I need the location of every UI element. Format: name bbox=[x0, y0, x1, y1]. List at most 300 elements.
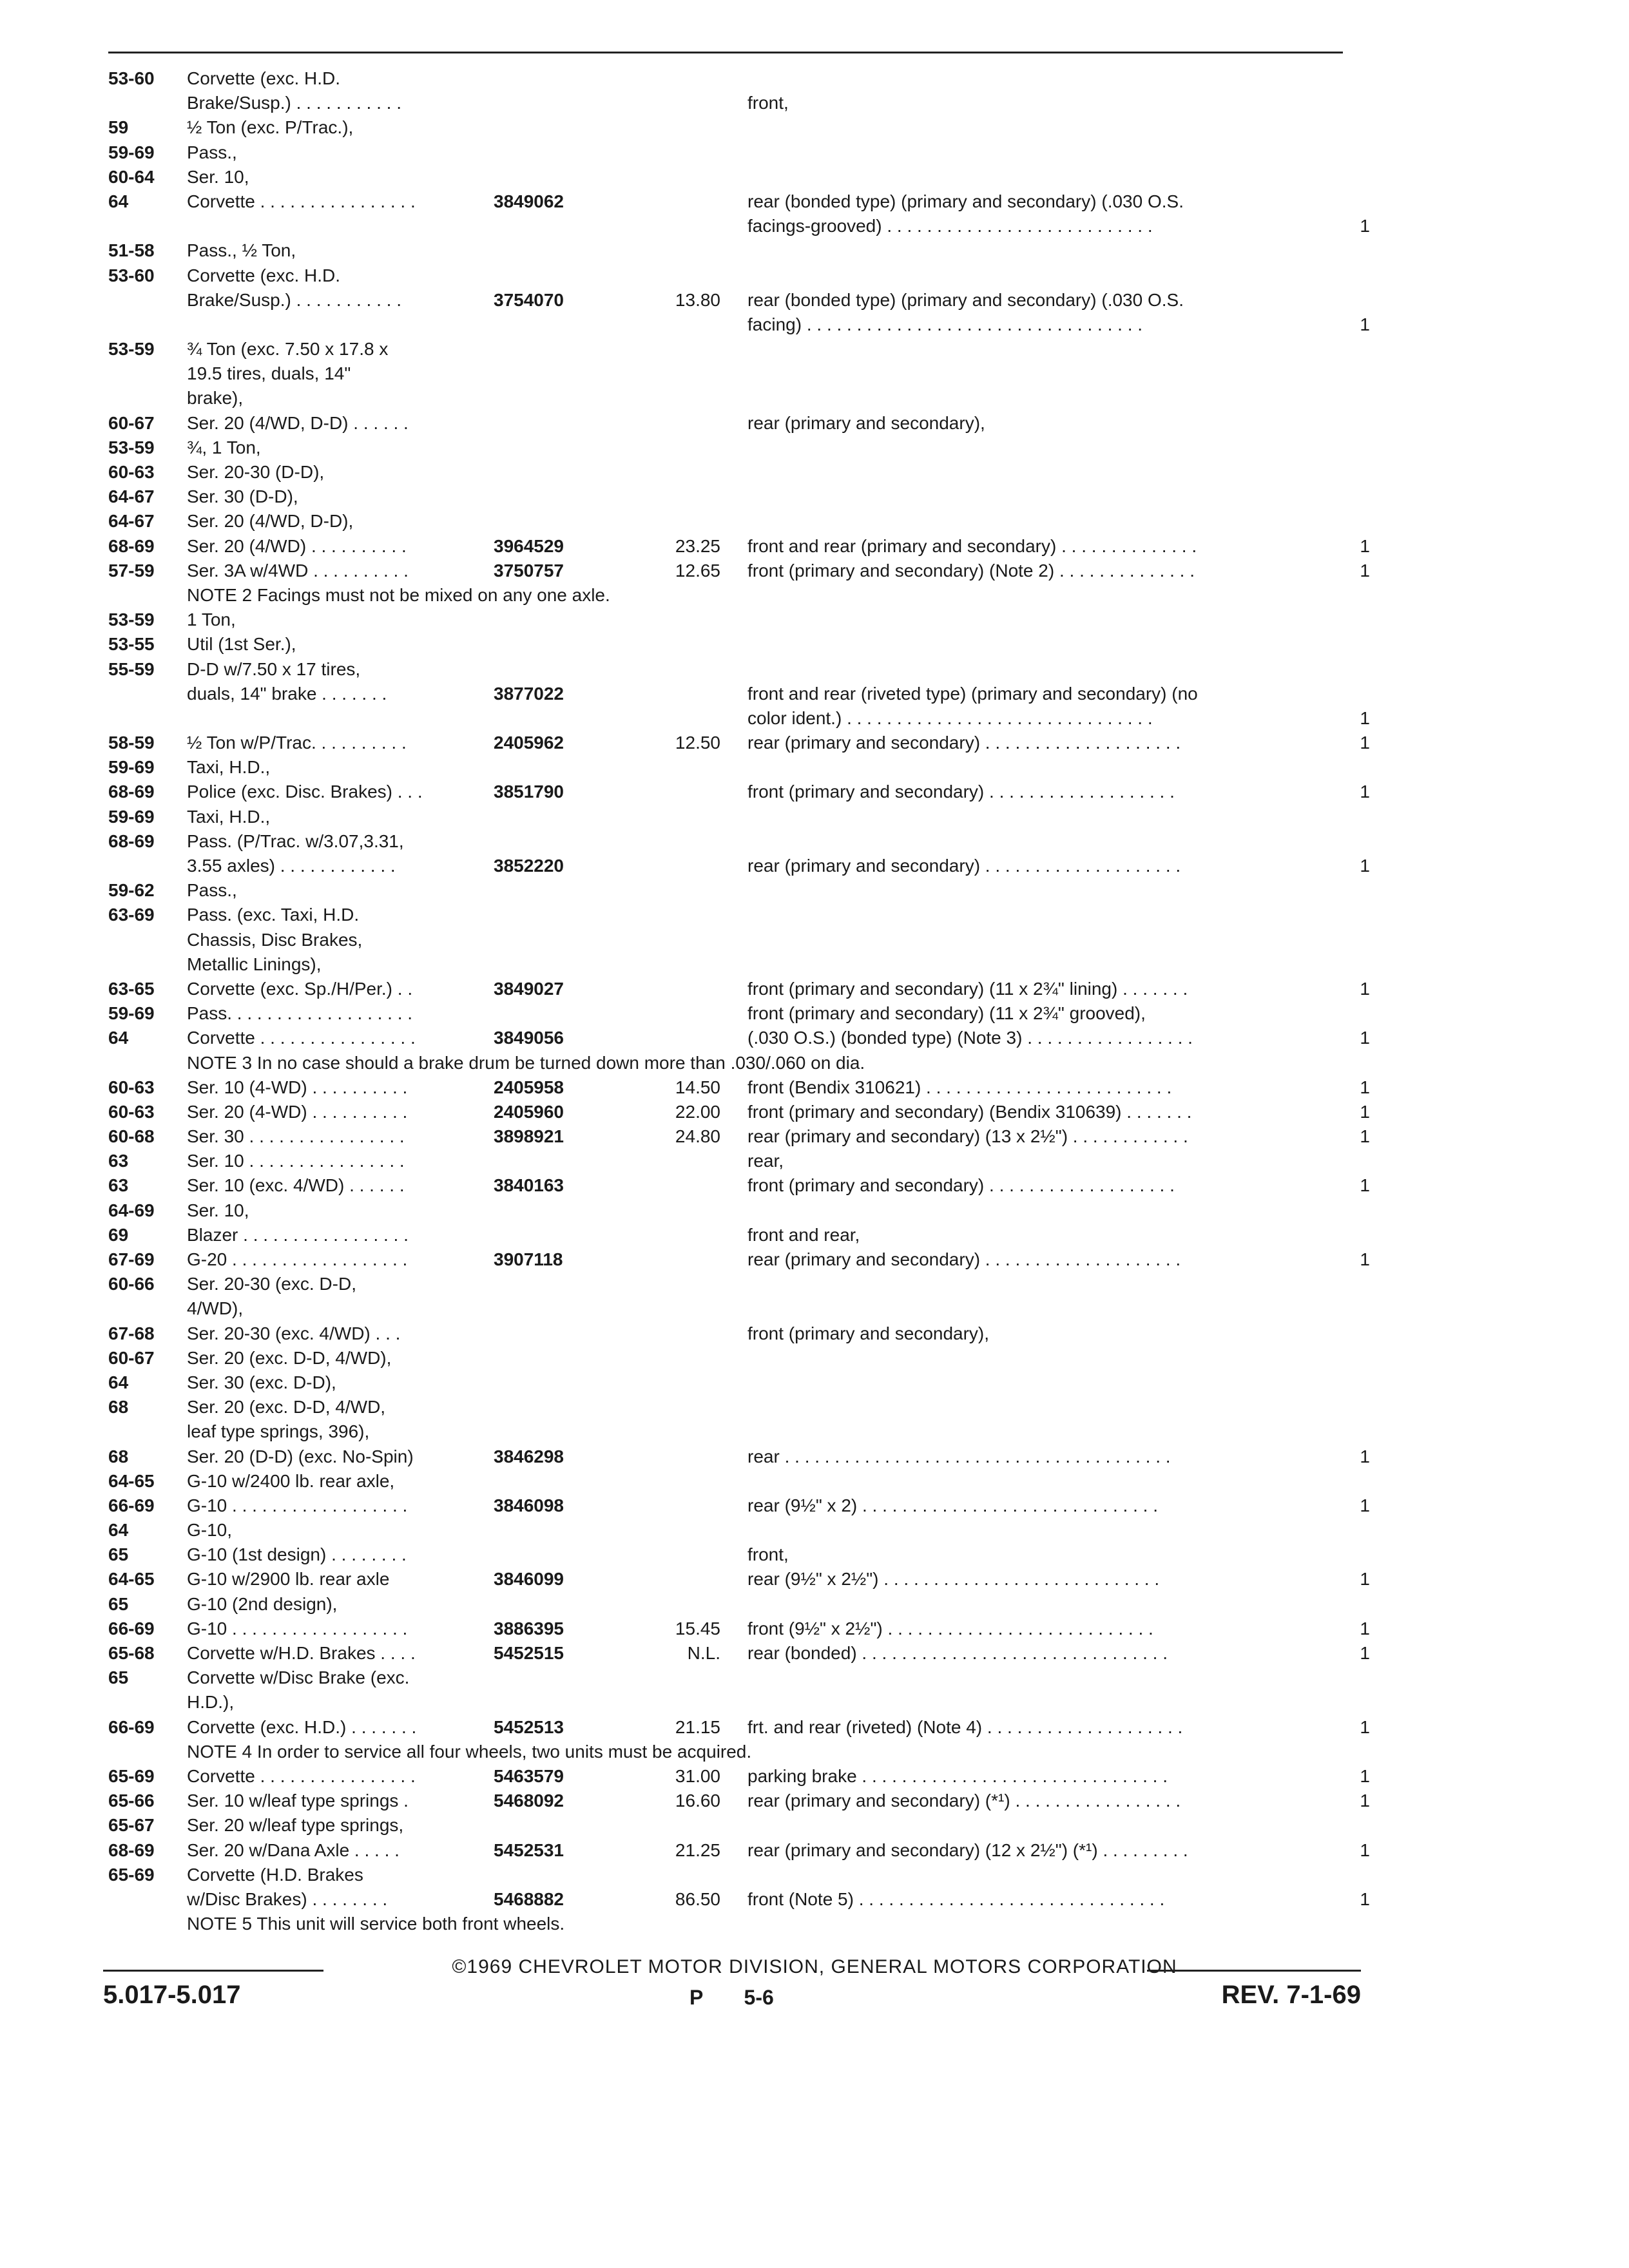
part-number: 3877022 bbox=[494, 683, 564, 704]
table-row bbox=[0, 1149, 1629, 1173]
price: 16.60 bbox=[675, 1791, 720, 1811]
table-row bbox=[0, 165, 1629, 189]
table-row bbox=[0, 608, 1629, 632]
table-row bbox=[0, 1272, 1629, 1296]
table-row bbox=[0, 1494, 1629, 1518]
year-range: 67-69 bbox=[108, 1249, 155, 1269]
page-value: 5-6 bbox=[744, 1986, 774, 2009]
table-row bbox=[0, 977, 1629, 1001]
note-text: NOTE 3 In no case should a brake drum be turned down more than .030/.060 on dia. bbox=[187, 1052, 865, 1073]
part-number: 3907118 bbox=[494, 1249, 563, 1269]
application: Ser. 20 (4/WD, D-D) . . . . . . bbox=[187, 412, 409, 433]
part-number: 2405960 bbox=[494, 1101, 564, 1122]
table-row bbox=[0, 1001, 1629, 1026]
application: Ser. 20 (exc. D-D, 4/WD), bbox=[187, 1347, 392, 1368]
application: Chassis, Disc Brakes, bbox=[187, 929, 363, 950]
table-row bbox=[0, 1419, 1629, 1444]
application: 19.5 tires, duals, 14" bbox=[187, 363, 351, 384]
year-range: 60-68 bbox=[108, 1126, 155, 1147]
application: Ser. 10, bbox=[187, 166, 249, 187]
year-range: 64-69 bbox=[108, 1200, 155, 1220]
year-range: 60-64 bbox=[108, 166, 155, 187]
application: H.D.), bbox=[187, 1692, 235, 1713]
year-range: 65 bbox=[108, 1667, 129, 1688]
part-number: 3849062 bbox=[494, 191, 564, 211]
quantity: 1 bbox=[1360, 1888, 1370, 1909]
quantity: 1 bbox=[1360, 1077, 1370, 1097]
table-row bbox=[0, 534, 1629, 559]
description: rear (primary and secondary) . . . . . . . . . . . . . . . . . . . . bbox=[747, 1249, 1181, 1269]
table-row bbox=[0, 1838, 1629, 1863]
year-range: 66-69 bbox=[108, 1716, 155, 1737]
part-number: 5468092 bbox=[494, 1791, 564, 1811]
application: Corvette w/Disc Brake (exc. bbox=[187, 1667, 410, 1688]
application: Util (1st Ser.), bbox=[187, 634, 296, 655]
table-row bbox=[0, 337, 1629, 361]
application: Ser. 20 (4-WD) . . . . . . . . . . bbox=[187, 1101, 408, 1122]
table-row bbox=[0, 1321, 1629, 1346]
note-row bbox=[0, 1740, 1629, 1764]
part-number: 5452515 bbox=[494, 1643, 564, 1663]
year-range: 64-67 bbox=[108, 511, 155, 532]
description: front (Bendix 310621) . . . . . . . . . . . . . . . . . . . . . . . . . bbox=[747, 1077, 1172, 1097]
application: duals, 14" brake . . . . . . . bbox=[187, 683, 387, 704]
year-range: 60-66 bbox=[108, 1274, 155, 1294]
table-row bbox=[0, 1075, 1629, 1100]
description: front (primary and secondary) (Bendix 310639) . . . . . . . bbox=[747, 1101, 1192, 1122]
table-row bbox=[0, 805, 1629, 829]
table-row bbox=[0, 1395, 1629, 1419]
application: Corvette . . . . . . . . . . . . . . . . bbox=[187, 1765, 416, 1786]
application: Ser. 30 (exc. D-D), bbox=[187, 1372, 336, 1392]
year-range: 59-69 bbox=[108, 142, 155, 162]
table-row bbox=[0, 1247, 1629, 1272]
table-row bbox=[0, 1690, 1629, 1715]
application: brake), bbox=[187, 388, 244, 408]
application: w/Disc Brakes) . . . . . . . . bbox=[187, 1888, 388, 1909]
year-range: 55-59 bbox=[108, 658, 155, 679]
page-number bbox=[689, 1986, 774, 2010]
description: front (primary and secondary), bbox=[747, 1323, 990, 1343]
price: 13.80 bbox=[675, 289, 720, 310]
part-number: 3846298 bbox=[494, 1446, 564, 1466]
table-row bbox=[0, 1887, 1629, 1912]
copyright-text: ©1969 CHEVROLET MOTOR DIVISION, GENERAL MOTORS CORPORATION bbox=[452, 1956, 1177, 1977]
application: Ser. 10, bbox=[187, 1200, 249, 1220]
quantity: 1 bbox=[1360, 1126, 1370, 1147]
description: rear (primary and secondary) (12 x 2½") (*¹) . . . . . . . . . bbox=[747, 1840, 1188, 1860]
description: rear (bonded) . . . . . . . . . . . . . . . . . . . . . . . . . . . . . . . bbox=[747, 1643, 1168, 1663]
price: 12.65 bbox=[675, 560, 720, 581]
part-number: 3851790 bbox=[494, 782, 564, 802]
table-row bbox=[0, 657, 1629, 682]
table-row bbox=[0, 829, 1629, 854]
year-range: 60-63 bbox=[108, 1077, 155, 1097]
description: rear (9½" x 2) . . . . . . . . . . . . . . . . . . . . . . . . . . . . . . bbox=[747, 1495, 1158, 1515]
table-row bbox=[0, 1641, 1629, 1666]
application: Ser. 20 (4/WD, D-D), bbox=[187, 511, 354, 532]
price: 14.50 bbox=[675, 1077, 720, 1097]
table-row bbox=[0, 312, 1629, 337]
application: Pass., bbox=[187, 880, 237, 901]
part-number: 5463579 bbox=[494, 1765, 564, 1786]
year-range: 63-65 bbox=[108, 978, 155, 999]
quantity: 1 bbox=[1360, 1175, 1370, 1196]
quantity: 1 bbox=[1360, 1446, 1370, 1466]
table-row bbox=[0, 1863, 1629, 1887]
quantity: 1 bbox=[1360, 1569, 1370, 1590]
description: rear (primary and secondary), bbox=[747, 412, 985, 433]
note-row bbox=[0, 1912, 1629, 1936]
application: leaf type springs, 396), bbox=[187, 1421, 370, 1442]
table-row bbox=[0, 189, 1629, 214]
description: rear . . . . . . . . . . . . . . . . . . . . . . . . . . . . . . . . . . . . . . . bbox=[747, 1446, 1171, 1466]
year-range: 65-67 bbox=[108, 1815, 155, 1836]
part-number: 3754070 bbox=[494, 289, 564, 310]
year-range: 60-67 bbox=[108, 412, 155, 433]
description: front (9½" x 2½") . . . . . . . . . . . . . . . . . . . . . . . . . . . bbox=[747, 1618, 1153, 1639]
year-range: 65 bbox=[108, 1544, 129, 1565]
year-range: 68 bbox=[108, 1446, 129, 1466]
application: Ser. 20 w/leaf type springs, bbox=[187, 1815, 404, 1836]
application: Pass., bbox=[187, 142, 237, 162]
table-row bbox=[0, 1100, 1629, 1124]
price: 23.25 bbox=[675, 535, 720, 556]
application: ½ Ton w/P/Trac. . . . . . . . . . bbox=[187, 733, 407, 753]
note-row bbox=[0, 1051, 1629, 1075]
table-row bbox=[0, 91, 1629, 115]
quantity: 1 bbox=[1360, 978, 1370, 999]
application: G-10 (2nd design), bbox=[187, 1593, 338, 1614]
section-number: 5.017-5.017 bbox=[103, 1981, 241, 2009]
year-range: 59-62 bbox=[108, 880, 155, 901]
part-number: 3852220 bbox=[494, 856, 564, 876]
quantity: 1 bbox=[1360, 1249, 1370, 1269]
table-row bbox=[0, 361, 1629, 386]
year-range: 66-69 bbox=[108, 1495, 155, 1515]
description: front, bbox=[747, 93, 789, 113]
application: Corvette . . . . . . . . . . . . . . . . bbox=[187, 1028, 416, 1048]
year-range: 63 bbox=[108, 1151, 129, 1171]
description: rear (primary and secondary) (13 x 2½") . . . . . . . . . . . . bbox=[747, 1126, 1188, 1147]
year-range: 59-69 bbox=[108, 1003, 155, 1024]
quantity: 1 bbox=[1360, 1495, 1370, 1515]
application: ¾, 1 Ton, bbox=[187, 437, 261, 457]
table-row bbox=[0, 1124, 1629, 1149]
table-row bbox=[0, 1026, 1629, 1050]
application: Police (exc. Disc. Brakes) . . . bbox=[187, 782, 423, 802]
application: Ser. 20 (exc. D-D, 4/WD, bbox=[187, 1397, 386, 1418]
year-range: 53-60 bbox=[108, 68, 155, 88]
year-range: 65 bbox=[108, 1593, 129, 1614]
quantity: 1 bbox=[1360, 535, 1370, 556]
application: Ser. 20-30 (exc. 4/WD) . . . bbox=[187, 1323, 401, 1343]
year-range: 59-69 bbox=[108, 757, 155, 778]
table-row bbox=[0, 780, 1629, 804]
table-row bbox=[0, 140, 1629, 165]
table-row bbox=[0, 731, 1629, 755]
year-range: 65-66 bbox=[108, 1791, 155, 1811]
application: Corvette (H.D. Brakes bbox=[187, 1864, 363, 1885]
part-number: 3840163 bbox=[494, 1175, 564, 1196]
description: front (primary and secondary) . . . . . . . . . . . . . . . . . . . bbox=[747, 1175, 1175, 1196]
table-row bbox=[0, 1518, 1629, 1542]
description: color ident.) . . . . . . . . . . . . . . . . . . . . . . . . . . . . . . . bbox=[747, 707, 1153, 728]
part-number: 3849027 bbox=[494, 978, 564, 999]
year-range: 64 bbox=[108, 1372, 129, 1392]
description: (.030 O.S.) (bonded type) (Note 3) . . . . . . . . . . . . . . . . . bbox=[747, 1028, 1193, 1048]
description: frt. and rear (riveted) (Note 4) . . . . . . . . . . . . . . . . . . . . bbox=[747, 1716, 1183, 1737]
part-number: 5468882 bbox=[494, 1888, 564, 1909]
table-row bbox=[0, 1666, 1629, 1690]
quantity: 1 bbox=[1360, 1028, 1370, 1048]
application: Ser. 10 w/leaf type springs . bbox=[187, 1791, 409, 1811]
description: rear (bonded type) (primary and secondary) (.030 O.S. bbox=[747, 191, 1184, 211]
year-range: 67-68 bbox=[108, 1323, 155, 1343]
table-row bbox=[0, 214, 1629, 238]
year-range: 51-58 bbox=[108, 240, 155, 261]
application: Ser. 20 (D-D) (exc. No-Spin) bbox=[187, 1446, 414, 1466]
quantity: 1 bbox=[1360, 1101, 1370, 1122]
description: front and rear, bbox=[747, 1224, 860, 1245]
table-row bbox=[0, 1346, 1629, 1370]
part-number: 3750757 bbox=[494, 560, 564, 581]
year-range: 53-59 bbox=[108, 339, 155, 360]
part-number: 3898921 bbox=[494, 1126, 564, 1147]
application: Ser. 30 (D-D), bbox=[187, 486, 298, 507]
table-row bbox=[0, 854, 1629, 878]
parts-table bbox=[0, 66, 1629, 1936]
table-row bbox=[0, 436, 1629, 460]
application: Corvette w/H.D. Brakes . . . . bbox=[187, 1643, 416, 1663]
part-number: 5452531 bbox=[494, 1840, 564, 1860]
description: parking brake . . . . . . . . . . . . . . . . . . . . . . . . . . . . . . . bbox=[747, 1765, 1168, 1786]
application: 4/WD), bbox=[187, 1298, 244, 1319]
application: Corvette (exc. H.D. bbox=[187, 68, 341, 88]
application: G-10 . . . . . . . . . . . . . . . . . . bbox=[187, 1618, 408, 1639]
table-row bbox=[0, 706, 1629, 731]
price: 12.50 bbox=[675, 733, 720, 753]
description: facing) . . . . . . . . . . . . . . . . . . . . . . . . . . . . . . . . . . bbox=[747, 314, 1143, 334]
table-row bbox=[0, 1445, 1629, 1469]
year-range: 63 bbox=[108, 1175, 129, 1196]
application: Taxi, H.D., bbox=[187, 757, 271, 778]
table-row bbox=[0, 1789, 1629, 1813]
year-range: 53-55 bbox=[108, 634, 155, 655]
application: 1 Ton, bbox=[187, 610, 236, 630]
table-row bbox=[0, 66, 1629, 91]
year-range: 59-69 bbox=[108, 806, 155, 827]
description: rear, bbox=[747, 1151, 784, 1171]
description: front and rear (riveted type) (primary and secondary) (no bbox=[747, 683, 1198, 704]
year-range: 57-59 bbox=[108, 560, 155, 581]
note-text: NOTE 4 In order to service all four wheels, two units must be acquired. bbox=[187, 1741, 752, 1762]
quantity: 1 bbox=[1360, 733, 1370, 753]
table-row bbox=[0, 1223, 1629, 1247]
application: Ser. 10 . . . . . . . . . . . . . . . . bbox=[187, 1151, 405, 1171]
price: 22.00 bbox=[675, 1101, 720, 1122]
revision-date: REV. 7-1-69 bbox=[1221, 1981, 1361, 2009]
application: G-10 w/2400 lb. rear axle, bbox=[187, 1470, 395, 1491]
table-row bbox=[0, 1617, 1629, 1641]
year-range: 64 bbox=[108, 1520, 129, 1541]
application: ½ Ton (exc. P/Trac.), bbox=[187, 117, 354, 138]
application: D-D w/7.50 x 17 tires, bbox=[187, 658, 361, 679]
year-range: 69 bbox=[108, 1224, 129, 1245]
description: front (primary and secondary) (Note 2) . . . . . . . . . . . . . . bbox=[747, 560, 1195, 581]
year-range: 63-69 bbox=[108, 905, 155, 925]
quantity: 1 bbox=[1360, 707, 1370, 728]
quantity: 1 bbox=[1360, 1618, 1370, 1639]
description: front (Note 5) . . . . . . . . . . . . . . . . . . . . . . . . . . . . . . . bbox=[747, 1888, 1165, 1909]
application: G-10 (1st design) . . . . . . . . bbox=[187, 1544, 407, 1565]
quantity: 1 bbox=[1360, 1643, 1370, 1663]
year-range: 65-68 bbox=[108, 1643, 155, 1663]
application: Corvette . . . . . . . . . . . . . . . . bbox=[187, 191, 416, 211]
year-range: 60-63 bbox=[108, 462, 155, 482]
quantity: 1 bbox=[1360, 1791, 1370, 1811]
year-range: 64-65 bbox=[108, 1470, 155, 1491]
year-range: 59 bbox=[108, 117, 129, 138]
year-range: 53-59 bbox=[108, 437, 155, 457]
table-row bbox=[0, 485, 1629, 509]
year-range: 53-60 bbox=[108, 265, 155, 285]
table-row bbox=[0, 903, 1629, 927]
part-number: 3846098 bbox=[494, 1495, 564, 1515]
application: 3.55 axles) . . . . . . . . . . . . bbox=[187, 856, 396, 876]
application: ¾ Ton (exc. 7.50 x 17.8 x bbox=[187, 339, 389, 360]
part-number: 3886395 bbox=[494, 1618, 564, 1639]
year-range: 68-69 bbox=[108, 535, 155, 556]
quantity: 1 bbox=[1360, 856, 1370, 876]
note-text: NOTE 2 Facings must not be mixed on any one axle. bbox=[187, 584, 610, 605]
part-number: 5452513 bbox=[494, 1716, 564, 1737]
footer-rule-right bbox=[1147, 1970, 1361, 1972]
part-number: 3846099 bbox=[494, 1569, 564, 1590]
quantity: 1 bbox=[1360, 560, 1370, 581]
application: Pass., ½ Ton, bbox=[187, 240, 296, 261]
application: Corvette (exc. Sp./H/Per.) . . bbox=[187, 978, 413, 999]
page-prefix: P bbox=[689, 1986, 703, 2009]
year-range: 64-67 bbox=[108, 486, 155, 507]
copyright bbox=[0, 1956, 1629, 1978]
top-rule bbox=[108, 52, 1343, 53]
table-row bbox=[0, 928, 1629, 952]
table-row bbox=[0, 952, 1629, 977]
table-row bbox=[0, 238, 1629, 263]
application: G-10, bbox=[187, 1520, 233, 1541]
application: Pass. . . . . . . . . . . . . . . . . . . bbox=[187, 1003, 413, 1024]
year-range: 64-65 bbox=[108, 1569, 155, 1590]
price: 86.50 bbox=[675, 1888, 720, 1909]
table-row bbox=[0, 1592, 1629, 1617]
year-range: 65-69 bbox=[108, 1864, 155, 1885]
quantity: 1 bbox=[1360, 782, 1370, 802]
year-range: 68-69 bbox=[108, 782, 155, 802]
application: G-20 . . . . . . . . . . . . . . . . . . bbox=[187, 1249, 408, 1269]
table-row bbox=[0, 1813, 1629, 1838]
table-row bbox=[0, 411, 1629, 436]
table-row bbox=[0, 559, 1629, 583]
application: Brake/Susp.) . . . . . . . . . . . bbox=[187, 289, 401, 310]
application: Pass. (P/Trac. w/3.07,3.31, bbox=[187, 831, 404, 851]
table-row bbox=[0, 1567, 1629, 1591]
application: Ser. 20 w/Dana Axle . . . . . bbox=[187, 1840, 400, 1860]
year-range: 68 bbox=[108, 1397, 129, 1418]
description: rear (primary and secondary) . . . . . . . . . . . . . . . . . . . . bbox=[747, 733, 1181, 753]
quantity: 1 bbox=[1360, 1840, 1370, 1860]
description: front (primary and secondary) (11 x 2¾" grooved), bbox=[747, 1003, 1146, 1024]
description: front and rear (primary and secondary) . . . . . . . . . . . . . . bbox=[747, 535, 1197, 556]
table-row bbox=[0, 1764, 1629, 1789]
quantity: 1 bbox=[1360, 216, 1370, 236]
application: Ser. 10 (exc. 4/WD) . . . . . . bbox=[187, 1175, 405, 1196]
application: G-10 . . . . . . . . . . . . . . . . . . bbox=[187, 1495, 408, 1515]
quantity: 1 bbox=[1360, 314, 1370, 334]
part-number: 2405958 bbox=[494, 1077, 564, 1097]
application: Ser. 20-30 (exc. D-D, bbox=[187, 1274, 356, 1294]
price: 21.15 bbox=[675, 1716, 720, 1737]
year-range: 64 bbox=[108, 191, 129, 211]
application: G-10 w/2900 lb. rear axle bbox=[187, 1569, 390, 1590]
quantity: 1 bbox=[1360, 1765, 1370, 1786]
year-range: 68-69 bbox=[108, 1840, 155, 1860]
description: rear (primary and secondary) . . . . . . . . . . . . . . . . . . . . bbox=[747, 856, 1181, 876]
price: 15.45 bbox=[675, 1618, 720, 1639]
application: Metallic Linings), bbox=[187, 954, 322, 974]
application: Brake/Susp.) . . . . . . . . . . . bbox=[187, 93, 401, 113]
year-range: 53-59 bbox=[108, 610, 155, 630]
description: front (primary and secondary) . . . . . . . . . . . . . . . . . . . bbox=[747, 782, 1175, 802]
table-row bbox=[0, 1296, 1629, 1321]
description: rear (bonded type) (primary and secondary) (.030 O.S. bbox=[747, 289, 1184, 310]
application: Ser. 20 (4/WD) . . . . . . . . . . bbox=[187, 535, 407, 556]
year-range: 64 bbox=[108, 1028, 129, 1048]
description: rear (9½" x 2½") . . . . . . . . . . . . . . . . . . . . . . . . . . . . bbox=[747, 1569, 1160, 1590]
table-row bbox=[0, 509, 1629, 533]
description: facings-grooved) . . . . . . . . . . . . . . . . . . . . . . . . . . . bbox=[747, 216, 1153, 236]
quantity: 1 bbox=[1360, 1716, 1370, 1737]
application: Corvette (exc. H.D. bbox=[187, 265, 341, 285]
application: Pass. (exc. Taxi, H.D. bbox=[187, 905, 360, 925]
table-row bbox=[0, 1469, 1629, 1494]
table-row bbox=[0, 264, 1629, 288]
year-range: 60-63 bbox=[108, 1101, 155, 1122]
table-row bbox=[0, 755, 1629, 780]
table-row bbox=[0, 1173, 1629, 1198]
table-row bbox=[0, 1542, 1629, 1567]
table-row bbox=[0, 460, 1629, 485]
price: N.L. bbox=[687, 1643, 720, 1663]
table-row bbox=[0, 386, 1629, 410]
table-row bbox=[0, 878, 1629, 903]
description: front, bbox=[747, 1544, 789, 1565]
table-row bbox=[0, 115, 1629, 140]
table-row bbox=[0, 1370, 1629, 1395]
year-range: 65-69 bbox=[108, 1765, 155, 1786]
application: Taxi, H.D., bbox=[187, 806, 271, 827]
application: Blazer . . . . . . . . . . . . . . . . . bbox=[187, 1224, 409, 1245]
part-number: 3849056 bbox=[494, 1028, 564, 1048]
year-range: 60-67 bbox=[108, 1347, 155, 1368]
application: Corvette (exc. H.D.) . . . . . . . bbox=[187, 1716, 417, 1737]
table-row bbox=[0, 1715, 1629, 1740]
year-range: 66-69 bbox=[108, 1618, 155, 1639]
note-row bbox=[0, 583, 1629, 608]
application: Ser. 3A w/4WD . . . . . . . . . . bbox=[187, 560, 409, 581]
price: 31.00 bbox=[675, 1765, 720, 1786]
price: 21.25 bbox=[675, 1840, 720, 1860]
